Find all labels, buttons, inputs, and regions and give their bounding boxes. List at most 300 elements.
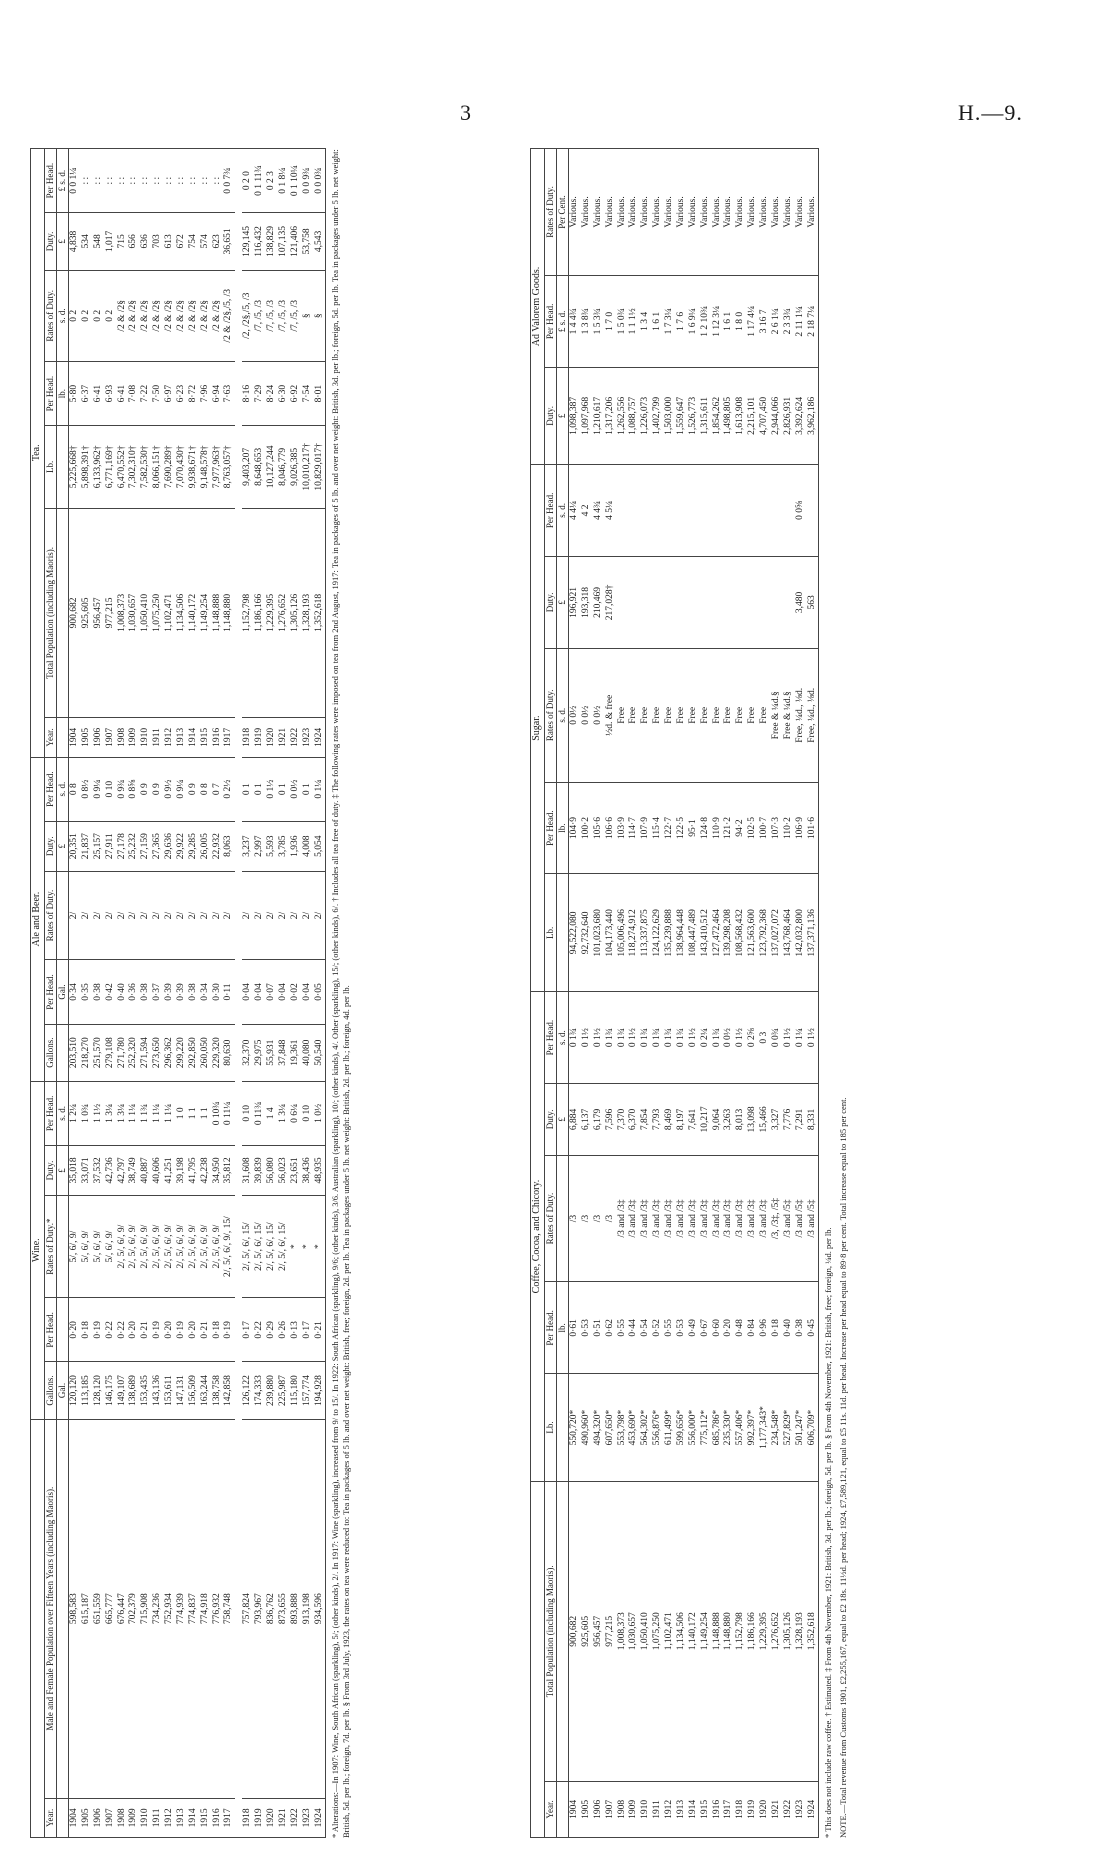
table-cell: 2/, 5/, 6/, 15/: [254, 1195, 266, 1297]
table-cell: 703: [152, 213, 164, 270]
table-cell: 1912: [664, 1781, 676, 1837]
table-cell: 110·2: [783, 782, 795, 874]
table-cell: 0 8: [200, 757, 212, 821]
table-cell: 2/, 5/, 6/, 9/: [188, 1195, 200, 1297]
table-cell: 143,768,464: [783, 874, 795, 992]
table-row: [242, 149, 254, 1838]
table-row: [176, 149, 188, 1838]
table-cell: 0·18: [81, 1298, 93, 1362]
table-cell: /2 & /2§: [117, 270, 129, 362]
table-cell: 0 0 7¾: [223, 149, 235, 213]
table-cell: 1,050,410: [640, 1481, 652, 1781]
table-cell: 900,682: [69, 508, 81, 718]
table-cell: 101·6: [807, 782, 819, 874]
table-cell: 39,198: [176, 1145, 188, 1195]
table-cell: 107·9: [640, 782, 652, 874]
table-cell: [735, 556, 747, 648]
table-cell: 235,330*: [723, 1374, 735, 1482]
table-cell: Various.: [747, 149, 759, 276]
table-cell: 615,187: [81, 1419, 93, 1798]
table-cell: 4,543: [314, 213, 326, 270]
table-cell: 0·52: [652, 1282, 664, 1374]
table-row: [747, 149, 759, 1838]
table-cell: 121,406: [290, 213, 302, 270]
table-cell: 6,771,169†: [105, 426, 117, 508]
table-cell: 925,605: [581, 1481, 593, 1781]
table-cell: 2,826,931: [783, 367, 795, 464]
table-cell: 1911: [152, 718, 164, 757]
table-cell: 114·7: [628, 782, 640, 874]
table-cell: 1 3 4: [640, 275, 652, 367]
table-cell: [723, 556, 735, 648]
table-cell: 0·19: [152, 1298, 164, 1362]
table-cell: 1917: [723, 1781, 735, 1837]
group-spacer: [31, 1419, 45, 1837]
unit-label: £: [56, 821, 68, 871]
table-cell: [759, 464, 771, 556]
table-cell: 2/, 5/, 6/, 15/: [278, 1195, 290, 1297]
table-cell: 0 1¾: [652, 992, 664, 1084]
unit-label: s. d.: [556, 648, 568, 782]
table-cell: Free: [712, 648, 724, 782]
table-cell: 7,302,310†: [128, 426, 140, 508]
table-cell: 1,177,343*: [759, 1374, 771, 1482]
table-cell: 105·6: [593, 782, 605, 874]
table-cell: 128,120: [93, 1362, 105, 1419]
table-cell: 10,127,244: [266, 426, 278, 508]
unit-label: Gal.: [56, 960, 68, 1024]
table-cell: /3 and /3‡: [688, 1155, 700, 1282]
table-body: [569, 149, 819, 1838]
table-cell: 0·22: [105, 1298, 117, 1362]
table-cell: 2/: [69, 871, 81, 960]
table-cell: 1922: [290, 718, 302, 757]
table-cell: 37,848: [278, 1024, 290, 1081]
table-cell: 102·5: [747, 782, 759, 874]
table-row: [795, 149, 807, 1838]
unit-label: s. d.: [56, 1081, 68, 1145]
table-cell: 3,480: [795, 556, 807, 648]
table-row: [152, 149, 164, 1838]
table-cell: 611,499*: [664, 1374, 676, 1482]
unit-label: [556, 1155, 568, 1282]
table-cell: 0·45: [807, 1282, 819, 1374]
table-cell: 29,636: [164, 821, 176, 871]
table-cell: [688, 464, 700, 556]
table-cell: 7·50: [152, 362, 164, 426]
table-cell: 6·93: [105, 362, 117, 426]
table-cell: 1912: [164, 718, 176, 757]
table-cell: 8,066,151†: [152, 426, 164, 508]
table-cell: 203,510: [69, 1024, 81, 1081]
table-cell: 1923: [302, 718, 314, 757]
table-cell: 103·9: [617, 782, 629, 874]
table-cell: 0 8: [69, 757, 81, 821]
unit-headers: [556, 149, 568, 1838]
table-cell: 1,229,395: [266, 508, 278, 718]
table-cell: 1921: [771, 1781, 783, 1837]
table-cell: : :: [212, 149, 224, 213]
table-cell: 0 9½: [164, 757, 176, 821]
unit-label: [56, 1298, 68, 1362]
table-cell: 623: [212, 213, 224, 270]
unit-label: [556, 1481, 568, 1781]
column-header: Per Head.: [44, 149, 56, 213]
table-cell: 10,829,017†: [314, 426, 326, 508]
table-cell: 925,605: [81, 508, 93, 718]
group-ad-valorem: Ad Valorem Goods.: [531, 149, 545, 465]
table-cell: 1,526,773: [688, 367, 700, 464]
table-cell: 775,112*: [700, 1374, 712, 1482]
table-cell: 4,707,450: [759, 367, 771, 464]
table-cell: 1904: [69, 718, 81, 757]
bottom-table-section: [530, 148, 849, 1838]
table-cell: 21,837: [81, 821, 93, 871]
table-cell: 656: [128, 213, 140, 270]
table-cell: 836,762: [266, 1419, 278, 1798]
table-row: [581, 149, 593, 1838]
table-cell: 124·8: [700, 782, 712, 874]
table-cell: 6,884: [569, 1084, 581, 1156]
table-cell: 8·16: [242, 362, 254, 426]
table-cell: *: [302, 1195, 314, 1297]
table-cell: 0·20: [128, 1298, 140, 1362]
table-cell: 1917: [223, 1798, 235, 1837]
table-cell: 2/: [164, 871, 176, 960]
table-cell: /3, /3‡, /5‡: [771, 1155, 783, 1282]
table-cell: 29,975: [254, 1024, 266, 1081]
table-cell: 672: [176, 213, 188, 270]
page-reference: H.—9.: [958, 100, 1023, 125]
table-cell: 107,135: [278, 213, 290, 270]
table-cell: /3 and /3‡: [759, 1155, 771, 1282]
table-cell: 1,317,206: [605, 367, 617, 464]
table-cell: 40,606: [152, 1145, 164, 1195]
table-cell: 1 1: [200, 1081, 212, 1145]
table-cell: 196,921: [569, 556, 581, 648]
table-cell: 1917: [223, 718, 235, 757]
table-cell: Free: [652, 648, 664, 782]
table-cell: : :: [176, 149, 188, 213]
table-cell: 0 1½: [783, 992, 795, 1084]
table-cell: 1 1½: [93, 1081, 105, 1145]
table-row: [593, 149, 605, 1838]
table-cell: 564,302*: [640, 1374, 652, 1482]
table-cell: 1 6 9¼: [688, 275, 700, 367]
table-cell: [652, 556, 664, 648]
table-cell: 2,215,101: [747, 367, 759, 464]
table-cell: 2/, 5/, 6/, 9/: [140, 1195, 152, 1297]
table-cell: 0·40: [783, 1282, 795, 1374]
table-cell: *: [290, 1195, 302, 1297]
table-cell: 1914: [188, 718, 200, 757]
table-cell: 613: [164, 213, 176, 270]
table-cell: 1,210,617: [593, 367, 605, 464]
table-cell: 122·7: [664, 782, 676, 874]
table-cell: 279,108: [105, 1024, 117, 1081]
table-row: [302, 149, 314, 1838]
table-cell: 29,285: [188, 821, 200, 871]
table-cell: 5/, 6/, 9/: [105, 1195, 117, 1297]
table-row: [676, 149, 688, 1838]
table-cell: 2/: [117, 871, 129, 960]
table-cell: [759, 556, 771, 648]
table-row: [688, 149, 700, 1838]
table-cell: 2/, 5/, 6/, 9/: [128, 1195, 140, 1297]
table-cell: Free: [628, 648, 640, 782]
table-cell: 2 18 7¼: [807, 275, 819, 367]
table-row: [569, 149, 581, 1838]
wine-beer-tea-table: [30, 148, 326, 1838]
table-cell: 0·05: [314, 960, 326, 1024]
table-cell: 146,175: [105, 1362, 117, 1419]
column-header: Year.: [44, 718, 56, 757]
table-cell: 0 0½: [593, 648, 605, 782]
column-header: Rates of Duty.: [544, 648, 556, 782]
table-cell: /2 & /2§: [176, 270, 188, 362]
table-cell: 1906: [93, 1798, 105, 1837]
table-cell: 1,088,757: [628, 367, 640, 464]
table-cell: 556,876*: [652, 1374, 664, 1482]
table-cell: 193,318: [581, 556, 593, 648]
table-cell: 1 7 3¼: [664, 275, 676, 367]
table-cell: 1913: [176, 1798, 188, 1837]
table-cell: : :: [140, 149, 152, 213]
table-cell: Various.: [735, 149, 747, 276]
table-cell: 5,898,391†: [81, 426, 93, 508]
column-header: Lb.: [44, 426, 56, 508]
table-cell: Various.: [664, 149, 676, 276]
table-cell: 0·42: [105, 960, 117, 1024]
table-cell: 1908: [117, 718, 129, 757]
table-cell: 138,829: [266, 213, 278, 270]
unit-label: [56, 426, 68, 508]
table-cell: [640, 464, 652, 556]
table-cell: 2 11 1¼: [795, 275, 807, 367]
table-cell: 271,594: [140, 1024, 152, 1081]
table-cell: 757,824: [242, 1419, 254, 1798]
table-row: [735, 149, 747, 1838]
table-cell: 0·21: [140, 1298, 152, 1362]
table-cell: 26,005: [200, 821, 212, 871]
table-cell: 9,064: [712, 1084, 724, 1156]
table-cell: Various.: [795, 149, 807, 276]
table-cell: 453,690*: [628, 1374, 640, 1482]
table-cell: 598,583: [69, 1419, 81, 1798]
table-cell: 80,630: [223, 1024, 235, 1081]
unit-label: £: [556, 367, 568, 464]
table-cell: 0·34: [200, 960, 212, 1024]
table-cell: 0·04: [254, 960, 266, 1024]
table-cell: 27,911: [105, 821, 117, 871]
table-cell: 1,148,888: [712, 1481, 724, 1781]
table-cell: 110·9: [712, 782, 724, 874]
table-cell: 1,328,193: [795, 1481, 807, 1781]
table-cell: 992,397*: [747, 1374, 759, 1482]
table-row: [783, 149, 795, 1838]
group-ale-beer: Ale and Beer.: [31, 757, 45, 1081]
table-cell: 35,018: [69, 1145, 81, 1195]
table-cell: 137,027,072: [771, 874, 783, 992]
table-cell: Various.: [652, 149, 664, 276]
table-cell: 163,244: [200, 1362, 212, 1419]
table-cell: 1 7 0: [605, 275, 617, 367]
table-cell: 0·04: [302, 960, 314, 1024]
unit-label: [56, 1419, 68, 1798]
table-cell: 2/: [212, 871, 224, 960]
table-cell: 0 1½: [581, 992, 593, 1084]
table-cell: 2/: [128, 871, 140, 960]
table-cell: 6·37: [81, 362, 93, 426]
table-row: [117, 149, 129, 1838]
table-cell: 1922: [783, 1781, 795, 1837]
table-cell: 553,798*: [617, 1374, 629, 1482]
table-cell: Free: [700, 648, 712, 782]
table-cell: 0·13: [290, 1298, 302, 1362]
column-header: Duty.: [44, 1145, 56, 1195]
table-cell: 548: [93, 213, 105, 270]
table-cell: Free & ¼d.§: [783, 648, 795, 782]
table-cell: 137,371,136: [807, 874, 819, 992]
table-cell: 0·18: [212, 1298, 224, 1362]
table-cell: 0 10¾: [212, 1081, 224, 1145]
table-cell: 1915: [700, 1781, 712, 1837]
table-cell: 143,136: [152, 1362, 164, 1419]
unit-label: lb.: [556, 1282, 568, 1374]
table-cell: 234,548*: [771, 1374, 783, 1482]
table-cell: 1920: [266, 1798, 278, 1837]
table-cell: 1908: [117, 1798, 129, 1837]
table-cell: 101,023,680: [593, 874, 605, 992]
table-row: [81, 149, 93, 1838]
table-cell: 251,570: [93, 1024, 105, 1081]
table-cell: 1,148,880: [723, 1481, 735, 1781]
table-cell: 2/: [314, 871, 326, 960]
unit-label: Gal.: [56, 1362, 68, 1419]
table-cell: 100·7: [759, 782, 771, 874]
table-cell: 120,120: [69, 1362, 81, 1419]
table-cell: 0 0½: [581, 648, 593, 782]
table-cell: 0·17: [242, 1298, 254, 1362]
table-cell: 1910: [640, 1781, 652, 1837]
table-cell: Various.: [688, 149, 700, 276]
column-header: Lb.: [544, 874, 556, 992]
table-cell: 0 2 3: [266, 149, 278, 213]
table-cell: 115·4: [652, 782, 664, 874]
table-cell: 0·39: [176, 960, 188, 1024]
table-cell: [676, 464, 688, 556]
table-row: [771, 149, 783, 1838]
table-row: [640, 149, 652, 1838]
table-cell: 5/, 6/, 9/: [81, 1195, 93, 1297]
table-cell: 0 1¾: [712, 992, 724, 1084]
column-header: Duty.: [44, 213, 56, 270]
table-cell: 0·48: [735, 1282, 747, 1374]
table-cell: 0 1½: [688, 992, 700, 1084]
table-cell: §: [302, 270, 314, 362]
column-header: Per Head.: [44, 960, 56, 1024]
unit-label: [56, 508, 68, 718]
table-cell: 1918: [735, 1781, 747, 1837]
table-cell: 0 1½: [807, 992, 819, 1084]
table-cell: 0·35: [81, 960, 93, 1024]
table-cell: 55,931: [266, 1024, 278, 1081]
table-cell: Various.: [628, 149, 640, 276]
table-cell: /2 & /2§: [152, 270, 164, 362]
table-cell: 143,410,512: [700, 874, 712, 992]
table-cell: 31,608: [242, 1145, 254, 1195]
table-cell: 0·21: [314, 1298, 326, 1362]
table-cell: /2 & /2§: [164, 270, 176, 362]
table-cell: /7, /5, /3: [266, 270, 278, 362]
table-cell: 934,596: [314, 1419, 326, 1798]
table-cell: Various.: [581, 149, 593, 276]
table-cell: 607,650*: [605, 1374, 617, 1482]
table-cell: 0 1½: [628, 992, 640, 1084]
table-cell: /3 and /5‡: [795, 1155, 807, 1282]
table-row: [700, 149, 712, 1838]
table-cell: 0 0¾: [771, 992, 783, 1084]
table-cell: 147,131: [176, 1362, 188, 1419]
table-cell: [617, 464, 629, 556]
table-cell: 0·55: [617, 1282, 629, 1374]
column-header: Per Head.: [44, 1298, 56, 1362]
table-cell: 25,232: [128, 821, 140, 871]
table-cell: 1920: [266, 718, 278, 757]
table-cell: 4 2: [581, 464, 593, 556]
table-cell: 2/: [188, 871, 200, 960]
table-cell: 900,682: [569, 1481, 581, 1781]
top-table-footnote: * Alterations:—In 1907: Wine, South African (sparkling), 5/; (other kinds), 2/. In 1917: Wine (sparkling), increased from 9/ to 15/. In 1922: South African (sparkling), 9/6; (other kinds), 3/6. Australian (sparkling), 10/; (other kinds), 4/. Other (sparkling), 15/; (other kinds), 6/. † Includes all tea free of duty. ‡ The following rates were imposed on tea from 2nd August, 1917: Tea in packages of 5 lb. and over net weight: British, 3d. per lb.; foreign, 5d. per lb. Tea in packages under 5 lb. net weight: British, 5d. per lb.; foreign, 7d. per lb. § From 3rd July, 1923, the rates on tea were reduced to: Tea in packages of 5 lb. and over net weight: British, free; foreign, 2d. per lb. Tea in packages under 5 lb. net weight: British, 2d. per lb.; foreign, 4d. per lb.: [330, 149, 351, 1838]
table-cell: 0 10: [105, 757, 117, 821]
table-cell: 1,017: [105, 213, 117, 270]
table-cell: 0 0½: [290, 757, 302, 821]
table-cell: 1904: [69, 1798, 81, 1837]
table-cell: 239,880: [266, 1362, 278, 1419]
table-cell: 0 9¼: [176, 757, 188, 821]
table-cell: 715,908: [140, 1419, 152, 1798]
table-cell: 0·04: [278, 960, 290, 1024]
table-cell: 121,563,600: [747, 874, 759, 992]
table-cell: 1,613,908: [735, 367, 747, 464]
table-cell: /2, /2§,/5, /3: [242, 270, 254, 362]
table-cell: [807, 464, 819, 556]
table-cell: /3 and /3‡: [747, 1155, 759, 1282]
table-cell: 106·6: [605, 782, 617, 874]
table-cell: 1,262,556: [617, 367, 629, 464]
table-cell: 1,936: [290, 821, 302, 871]
table-cell: 157,774: [302, 1362, 314, 1419]
table-cell: 0 1: [242, 757, 254, 821]
rotated-page-content: [30, 148, 1070, 1838]
table-cell: 1 2 10¾: [700, 275, 712, 367]
table-cell: 0 1¼: [314, 757, 326, 821]
table-row: [140, 149, 152, 1838]
table-cell: 0 9: [188, 757, 200, 821]
table-cell: 1907: [105, 718, 117, 757]
table-cell: 0·34: [69, 960, 81, 1024]
table-cell: 0·53: [581, 1282, 593, 1374]
column-header: Gallons.: [44, 1024, 56, 1081]
table-cell: 95·1: [688, 782, 700, 874]
table-cell: Various.: [712, 149, 724, 276]
table-cell: [712, 464, 724, 556]
table-cell: 0·19: [176, 1298, 188, 1362]
table-cell: : :: [117, 149, 129, 213]
table-cell: 1,098,387: [569, 367, 581, 464]
table-cell: 1 3¼: [278, 1081, 290, 1145]
table-cell: 6·30: [278, 362, 290, 426]
